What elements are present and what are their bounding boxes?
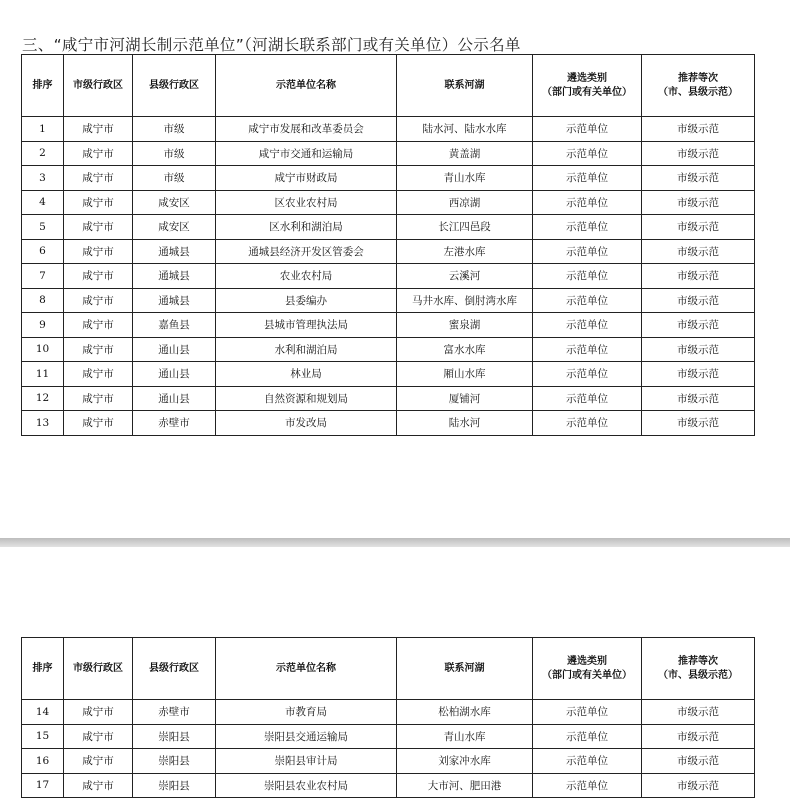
cell-category: 示范单位 bbox=[533, 386, 642, 411]
cell-county: 崇阳县 bbox=[133, 749, 216, 774]
cell-index: 2 bbox=[22, 141, 64, 166]
cell-unit: 通城县经济开发区管委会 bbox=[216, 239, 397, 264]
cell-category: 示范单位 bbox=[533, 117, 642, 142]
units-table-page-2 bbox=[21, 637, 755, 798]
cell-category: 示范单位 bbox=[533, 362, 642, 387]
cell-city: 咸宁市 bbox=[64, 313, 133, 338]
cell-category: 示范单位 bbox=[533, 773, 642, 798]
cell-city: 咸宁市 bbox=[64, 700, 133, 725]
table-row bbox=[22, 749, 755, 774]
header-level-line2: （市、县级示范） bbox=[658, 86, 738, 98]
cell-unit: 崇阳县农业农村局 bbox=[216, 773, 397, 798]
cell-index: 5 bbox=[22, 215, 64, 240]
table-row bbox=[22, 288, 755, 313]
cell-city: 咸宁市 bbox=[64, 337, 133, 362]
table-row bbox=[22, 117, 755, 142]
cell-lake: 左港水库 bbox=[397, 239, 533, 264]
cell-index: 3 bbox=[22, 166, 64, 191]
cell-index: 1 bbox=[22, 117, 64, 142]
header-county: 县级行政区 bbox=[133, 55, 216, 117]
table-row bbox=[22, 700, 755, 725]
cell-category: 示范单位 bbox=[533, 700, 642, 725]
header-category-line1: 遴选类别 bbox=[567, 655, 607, 667]
table-row bbox=[22, 141, 755, 166]
cell-county: 通城县 bbox=[133, 239, 216, 264]
table-row bbox=[22, 264, 755, 289]
header-unit: 示范单位名称 bbox=[216, 638, 397, 700]
cell-unit: 崇阳县交通运输局 bbox=[216, 724, 397, 749]
table-row bbox=[22, 724, 755, 749]
page-title: 三、“咸宁市河湖长制示范单位”（河湖长联系部门或有关单位）公示名单 bbox=[22, 36, 521, 54]
table-row bbox=[22, 215, 755, 240]
cell-level: 市级示范 bbox=[642, 190, 755, 215]
cell-city: 咸宁市 bbox=[64, 264, 133, 289]
cell-county: 通城县 bbox=[133, 264, 216, 289]
header-category bbox=[533, 55, 642, 117]
cell-city: 咸宁市 bbox=[64, 288, 133, 313]
cell-category: 示范单位 bbox=[533, 749, 642, 774]
cell-index: 4 bbox=[22, 190, 64, 215]
table-body-page-2 bbox=[22, 700, 755, 798]
cell-category: 示范单位 bbox=[533, 141, 642, 166]
cell-level: 市级示范 bbox=[642, 749, 755, 774]
cell-index: 14 bbox=[22, 700, 64, 725]
cell-city: 咸宁市 bbox=[64, 166, 133, 191]
cell-index: 13 bbox=[22, 411, 64, 436]
cell-county: 崇阳县 bbox=[133, 773, 216, 798]
table-row bbox=[22, 773, 755, 798]
cell-lake: 厦铺河 bbox=[397, 386, 533, 411]
cell-lake: 青山水库 bbox=[397, 166, 533, 191]
cell-category: 示范单位 bbox=[533, 724, 642, 749]
cell-county: 市级 bbox=[133, 166, 216, 191]
cell-category: 示范单位 bbox=[533, 337, 642, 362]
cell-lake: 青山水库 bbox=[397, 724, 533, 749]
cell-unit: 区水利和湖泊局 bbox=[216, 215, 397, 240]
header-category-line1: 遴选类别 bbox=[567, 72, 607, 84]
cell-city: 咸宁市 bbox=[64, 411, 133, 436]
cell-county: 通山县 bbox=[133, 362, 216, 387]
cell-unit: 县委编办 bbox=[216, 288, 397, 313]
cell-city: 咸宁市 bbox=[64, 724, 133, 749]
cell-level: 市级示范 bbox=[642, 239, 755, 264]
cell-unit: 市发改局 bbox=[216, 411, 397, 436]
cell-county: 市级 bbox=[133, 117, 216, 142]
table-row bbox=[22, 362, 755, 387]
cell-city: 咸宁市 bbox=[64, 215, 133, 240]
cell-city: 咸宁市 bbox=[64, 362, 133, 387]
cell-level: 市级示范 bbox=[642, 166, 755, 191]
cell-level: 市级示范 bbox=[642, 288, 755, 313]
cell-level: 市级示范 bbox=[642, 386, 755, 411]
cell-category: 示范单位 bbox=[533, 239, 642, 264]
cell-level: 市级示范 bbox=[642, 411, 755, 436]
header-level-line1: 推荐等次 bbox=[678, 655, 718, 667]
cell-level: 市级示范 bbox=[642, 773, 755, 798]
cell-category: 示范单位 bbox=[533, 411, 642, 436]
header-index: 排序 bbox=[22, 55, 64, 117]
cell-unit: 崇阳县审计局 bbox=[216, 749, 397, 774]
cell-city: 咸宁市 bbox=[64, 386, 133, 411]
cell-county: 咸安区 bbox=[133, 190, 216, 215]
cell-level: 市级示范 bbox=[642, 362, 755, 387]
cell-category: 示范单位 bbox=[533, 264, 642, 289]
table-row bbox=[22, 239, 755, 264]
cell-county: 通山县 bbox=[133, 386, 216, 411]
cell-lake: 长江四邑段 bbox=[397, 215, 533, 240]
header-category-line2: （部门或有关单位） bbox=[542, 669, 632, 681]
cell-county: 赤壁市 bbox=[133, 700, 216, 725]
cell-index: 15 bbox=[22, 724, 64, 749]
table-body-page-1 bbox=[22, 117, 755, 436]
header-lake: 联系河湖 bbox=[397, 638, 533, 700]
cell-lake: 刘家冲水库 bbox=[397, 749, 533, 774]
header-city: 市级行政区 bbox=[64, 638, 133, 700]
page-break-divider bbox=[0, 538, 790, 547]
cell-lake: 陆水河、陆水水库 bbox=[397, 117, 533, 142]
cell-unit: 农业农村局 bbox=[216, 264, 397, 289]
header-county: 县级行政区 bbox=[133, 638, 216, 700]
cell-category: 示范单位 bbox=[533, 288, 642, 313]
cell-unit: 咸宁市交通和运输局 bbox=[216, 141, 397, 166]
cell-level: 市级示范 bbox=[642, 337, 755, 362]
header-category bbox=[533, 638, 642, 700]
cell-category: 示范单位 bbox=[533, 166, 642, 191]
cell-index: 9 bbox=[22, 313, 64, 338]
cell-county: 通山县 bbox=[133, 337, 216, 362]
table-row bbox=[22, 411, 755, 436]
header-lake: 联系河湖 bbox=[397, 55, 533, 117]
header-index: 排序 bbox=[22, 638, 64, 700]
cell-county: 崇阳县 bbox=[133, 724, 216, 749]
table-row bbox=[22, 337, 755, 362]
cell-county: 嘉鱼县 bbox=[133, 313, 216, 338]
header-level bbox=[642, 55, 755, 117]
cell-index: 10 bbox=[22, 337, 64, 362]
cell-level: 市级示范 bbox=[642, 117, 755, 142]
cell-index: 8 bbox=[22, 288, 64, 313]
header-level-line1: 推荐等次 bbox=[678, 72, 718, 84]
cell-county: 赤壁市 bbox=[133, 411, 216, 436]
cell-unit: 市教育局 bbox=[216, 700, 397, 725]
cell-index: 12 bbox=[22, 386, 64, 411]
cell-lake: 陆水河 bbox=[397, 411, 533, 436]
cell-unit: 咸宁市财政局 bbox=[216, 166, 397, 191]
table-row bbox=[22, 386, 755, 411]
cell-lake: 蜜泉湖 bbox=[397, 313, 533, 338]
cell-city: 咸宁市 bbox=[64, 141, 133, 166]
cell-lake: 大市河、肥田港 bbox=[397, 773, 533, 798]
cell-county: 通城县 bbox=[133, 288, 216, 313]
cell-unit: 水利和湖泊局 bbox=[216, 337, 397, 362]
cell-city: 咸宁市 bbox=[64, 239, 133, 264]
cell-level: 市级示范 bbox=[642, 313, 755, 338]
cell-category: 示范单位 bbox=[533, 313, 642, 338]
cell-unit: 县城市管理执法局 bbox=[216, 313, 397, 338]
table-row bbox=[22, 166, 755, 191]
cell-city: 咸宁市 bbox=[64, 749, 133, 774]
header-unit: 示范单位名称 bbox=[216, 55, 397, 117]
header-level bbox=[642, 638, 755, 700]
table-header-row bbox=[22, 638, 755, 700]
cell-category: 示范单位 bbox=[533, 190, 642, 215]
cell-lake: 云溪河 bbox=[397, 264, 533, 289]
cell-lake: 黄盖湖 bbox=[397, 141, 533, 166]
cell-level: 市级示范 bbox=[642, 264, 755, 289]
cell-index: 16 bbox=[22, 749, 64, 774]
cell-lake: 厢山水库 bbox=[397, 362, 533, 387]
cell-index: 6 bbox=[22, 239, 64, 264]
cell-unit: 林业局 bbox=[216, 362, 397, 387]
header-category-line2: （部门或有关单位） bbox=[542, 86, 632, 98]
cell-level: 市级示范 bbox=[642, 215, 755, 240]
cell-level: 市级示范 bbox=[642, 700, 755, 725]
table-row bbox=[22, 313, 755, 338]
cell-city: 咸宁市 bbox=[64, 117, 133, 142]
header-level-line2: （市、县级示范） bbox=[658, 669, 738, 681]
cell-index: 11 bbox=[22, 362, 64, 387]
cell-lake: 富水水库 bbox=[397, 337, 533, 362]
cell-unit: 咸宁市发展和改革委员会 bbox=[216, 117, 397, 142]
cell-lake: 马井水库、倒肘湾水库 bbox=[397, 288, 533, 313]
header-city: 市级行政区 bbox=[64, 55, 133, 117]
cell-level: 市级示范 bbox=[642, 724, 755, 749]
cell-category: 示范单位 bbox=[533, 215, 642, 240]
cell-county: 咸安区 bbox=[133, 215, 216, 240]
cell-unit: 区农业农村局 bbox=[216, 190, 397, 215]
cell-lake: 西凉湖 bbox=[397, 190, 533, 215]
units-table-page-1 bbox=[21, 54, 755, 436]
cell-lake: 松柏湖水库 bbox=[397, 700, 533, 725]
table-row bbox=[22, 190, 755, 215]
cell-county: 市级 bbox=[133, 141, 216, 166]
cell-level: 市级示范 bbox=[642, 141, 755, 166]
cell-index: 17 bbox=[22, 773, 64, 798]
cell-city: 咸宁市 bbox=[64, 190, 133, 215]
cell-index: 7 bbox=[22, 264, 64, 289]
cell-city: 咸宁市 bbox=[64, 773, 133, 798]
cell-unit: 自然资源和规划局 bbox=[216, 386, 397, 411]
table-header-row bbox=[22, 55, 755, 117]
